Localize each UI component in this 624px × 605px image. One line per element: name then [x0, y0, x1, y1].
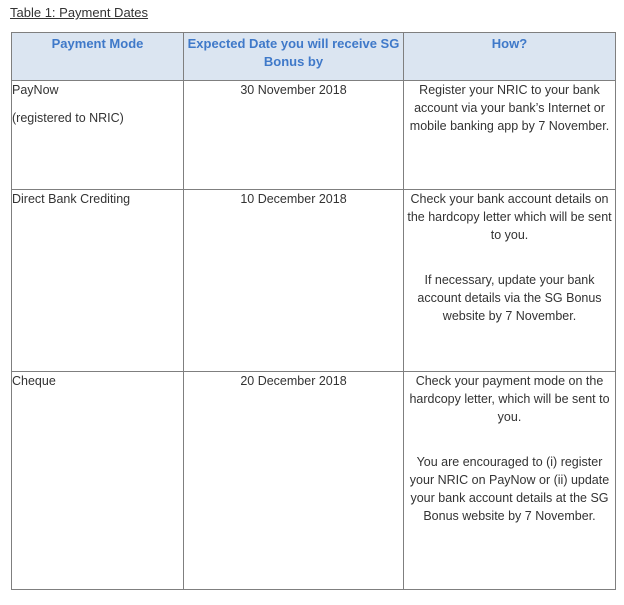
how-paragraph: You are encouraged to (i) register your NRIC on PayNow or (ii) update your bank account details at the SG Bonus website by 7 November.: [409, 455, 610, 523]
how-cell: [404, 372, 616, 590]
table-row: [12, 372, 616, 590]
how-cell: [404, 190, 616, 372]
payment-dates-table: [11, 32, 616, 590]
table-row: [12, 81, 616, 190]
payment-mode-label: Cheque: [12, 374, 56, 388]
how-paragraph: If necessary, update your bank account details via the SG Bonus website by 7 November.: [417, 273, 602, 323]
how-cell: [404, 81, 616, 190]
payment-mode-label: Direct Bank Crediting: [12, 192, 131, 206]
table-row: [12, 190, 616, 372]
payment-mode-note: (registered to NRIC): [12, 111, 124, 125]
payment-mode-cell: [12, 81, 184, 190]
header-expected-date: Expected Date you will receive SG Bonus by: [184, 33, 404, 81]
header-payment-mode: Payment Mode: [12, 33, 184, 81]
expected-date-cell: 10 December 2018: [184, 190, 404, 372]
header-how: How?: [404, 33, 616, 81]
payment-mode-label: PayNow: [12, 83, 59, 97]
expected-date-cell: 30 November 2018: [184, 81, 404, 190]
how-paragraph: Register your NRIC to your bank account via your bank’s Internet or mobile banking app by 7 November.: [409, 83, 610, 133]
payment-mode-cell: [12, 372, 184, 590]
table-header-row: [12, 33, 616, 81]
payment-mode-cell: [12, 190, 184, 372]
expected-date-cell: 20 December 2018: [184, 372, 404, 590]
how-paragraph: Check your payment mode on the hardcopy letter, which will be sent to you.: [409, 374, 610, 424]
table-caption: Table 1: Payment Dates: [10, 5, 149, 20]
how-paragraph: Check your bank account details on the hardcopy letter which will be sent to you.: [407, 192, 612, 242]
